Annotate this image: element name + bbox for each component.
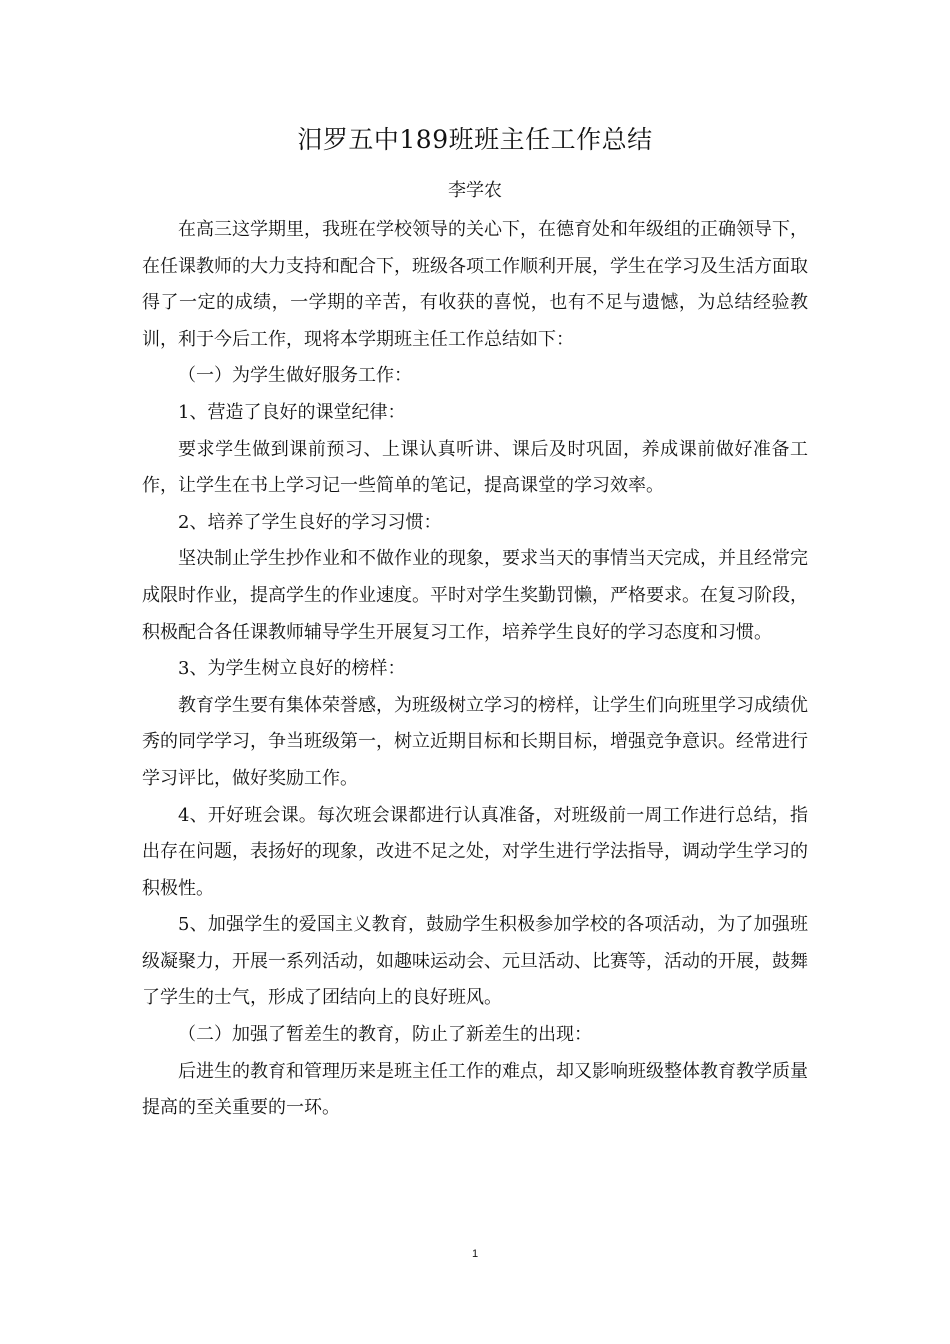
subheading-3: 3、为学生树立良好的榜样：: [178, 658, 406, 680]
paragraph: 教育学生要有集体荣誉感，为班级树立学习的榜样，让学生们向班里学习成绩优秀的同学学习，争当班级第一，树立近期目标和长期目标，增强竞争意识。经常进行学习评比，做好奖励工作。: [142, 694, 808, 789]
section-heading-1: （一）为学生做好服务工作：: [178, 365, 412, 387]
page-number: 1: [471, 1248, 479, 1260]
paragraph: 后进生的教育和管理历来是班主任工作的难点，却又影响班级整体教育教学质量提高的至关重要的一环。: [142, 1060, 808, 1119]
paragraph-item-4: 4、开好班会课。每次班会课都进行认真准备，对班级前一周工作进行总结，指出存在问题，表扬好的现象，改进不足之处，对学生进行学法指导，调动学生学习的积极性。: [142, 804, 808, 899]
paragraph: 坚决制止学生抄作业和不做作业的现象，要求当天的事情当天完成，并且经常完成限时作业，提高学生的作业速度。平时对学生奖勤罚懒，严格要求。在复习阶段，积极配合各任课教师辅导学生开展复习工作，培养学生良好的学习态度和习惯。: [142, 548, 808, 643]
document-body: [142, 212, 808, 1127]
section-heading-2: （二）加强了暂差生的教育，防止了新差生的出现：: [178, 1024, 592, 1046]
document-title: 汨罗五中189班班主任工作总结: [297, 125, 653, 154]
paragraph: 要求学生做到课前预习、上课认真听讲、课后及时巩固，养成课前做好准备工作，让学生在书上学习记一些简单的笔记，提高课堂的学习效率。: [142, 438, 808, 497]
subheading-2: 2、培养了学生良好的学习习惯：: [178, 511, 442, 533]
document-author: 李学农: [448, 180, 502, 201]
paragraph-intro: 在高三这学期里，我班在学校领导的关心下，在德育处和年级组的正确领导下，在任课教师的大力支持和配合下，班级各项工作顺利开展，学生在学习及生活方面取得了一定的成绩，一学期的辛苦，有收获的喜悦，也有不足与遗憾，为总结经验教训，利于今后工作，现将本学期班主任工作总结如下：: [142, 219, 808, 350]
paragraph-item-5: 5、加强学生的爱国主义教育，鼓励学生积极参加学校的各项活动，为了加强班级凝聚力，开展一系列活动，如趣味运动会、元旦活动、比赛等，活动的开展，鼓舞了学生的士气，形成了团结向上的良好班风。: [142, 914, 808, 1009]
subheading-1: 1、营造了良好的课堂纪律：: [178, 401, 406, 423]
